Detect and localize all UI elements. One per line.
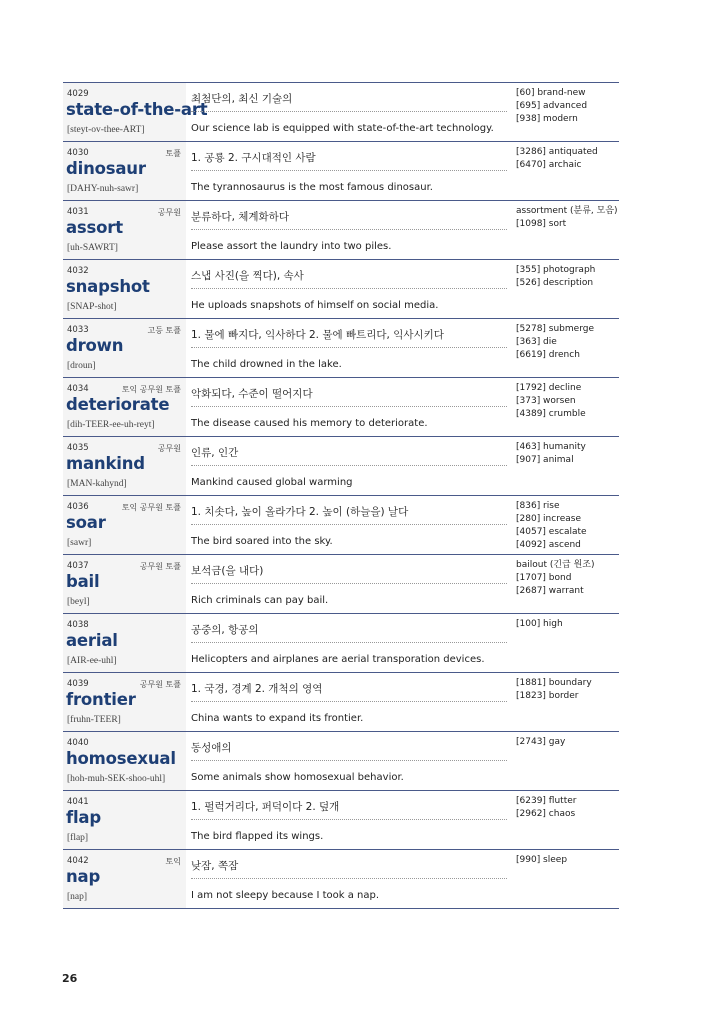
- headword: snapshot: [66, 277, 150, 296]
- word-cell: [63, 614, 186, 672]
- synonym: [6619] drench: [516, 350, 580, 360]
- pronunciation: [steyt-ov-thee-ART]: [67, 125, 145, 135]
- synonyms-cell: [512, 850, 619, 908]
- pronunciation: [DAHY-nuh-sawr]: [67, 184, 139, 194]
- definition-cell: [186, 614, 512, 672]
- headword: flap: [66, 808, 101, 827]
- headword: homosexual: [66, 749, 176, 768]
- vocab-entry: [63, 83, 619, 142]
- example-sentence: Please assort the laundry into two piles.: [191, 241, 392, 252]
- entry-number: 4038: [67, 620, 89, 630]
- entry-number: 4031: [67, 207, 89, 217]
- exam-tags: 공무원: [157, 444, 181, 453]
- pronunciation: [SNAP-shot]: [67, 302, 117, 312]
- example-sentence: The child drowned in the lake.: [191, 359, 342, 370]
- synonym: [60] brand-new: [516, 88, 586, 98]
- vocab-entry: [63, 673, 619, 732]
- exam-tags: 토플: [165, 149, 181, 158]
- vocab-entry: [63, 496, 619, 555]
- pronunciation: [beyl]: [67, 597, 90, 607]
- exam-tags: 토익 공무원 토플: [121, 503, 181, 512]
- definition-cell: [186, 732, 512, 790]
- example-sentence: China wants to expand its frontier.: [191, 713, 364, 724]
- korean-meaning: 1. 국경, 경계 2. 개척의 영역: [191, 673, 507, 702]
- synonyms-cell: [512, 673, 619, 731]
- example-sentence: The tyrannosaurus is the most famous dinosaur.: [191, 182, 433, 193]
- exam-tags: 공무원 토플: [139, 680, 181, 689]
- exam-tags: 공무원 토플: [139, 562, 181, 571]
- synonyms-cell: [512, 496, 619, 554]
- pronunciation: [nap]: [67, 892, 88, 902]
- word-cell: [63, 791, 186, 849]
- headword: deteriorate: [66, 395, 170, 414]
- synonyms-cell: [512, 555, 619, 613]
- example-sentence: Mankind caused global warming: [191, 477, 353, 488]
- synonym: [463] humanity: [516, 442, 586, 452]
- vocab-entry: [63, 437, 619, 496]
- synonym: [526] description: [516, 278, 594, 288]
- example-sentence: Our science lab is equipped with state-of-the-art technology.: [191, 123, 494, 134]
- synonym: [1792] decline: [516, 383, 582, 393]
- word-cell: [63, 437, 186, 495]
- synonym: [5278] submerge: [516, 324, 594, 334]
- definition-cell: [186, 378, 512, 436]
- synonym: [4092] ascend: [516, 540, 581, 550]
- word-cell: [63, 83, 208, 141]
- definition-cell: [186, 673, 512, 731]
- word-cell: [63, 260, 186, 318]
- page-number: 26: [62, 972, 78, 985]
- entry-number: 4037: [67, 561, 89, 571]
- word-cell: [63, 201, 186, 259]
- pronunciation: [MAN-kahynd]: [67, 479, 127, 489]
- definition-cell: [186, 850, 512, 908]
- synonym: [355] photograph: [516, 265, 596, 275]
- headword: state-of-the-art: [66, 100, 208, 119]
- synonym: [6470] archaic: [516, 160, 582, 170]
- entry-number: 4030: [67, 148, 89, 158]
- exam-tags: 토익: [165, 857, 181, 866]
- entry-number: 4034: [67, 384, 89, 394]
- example-sentence: He uploads snapshots of himself on social media.: [191, 300, 439, 311]
- entry-number: 4035: [67, 443, 89, 453]
- korean-meaning: 1. 공룡 2. 구시대적인 사람: [191, 142, 507, 171]
- definition-cell: [186, 260, 512, 318]
- headword: frontier: [66, 690, 136, 709]
- synonym: [990] sleep: [516, 855, 568, 865]
- synonym: [1707] bond: [516, 573, 572, 583]
- synonym: assortment (분류, 모음): [516, 206, 618, 216]
- word-cell: [63, 378, 186, 436]
- word-cell: [63, 555, 186, 613]
- definition-cell: [186, 201, 512, 259]
- vocab-entry: [63, 378, 619, 437]
- word-cell: [63, 496, 186, 554]
- synonym: [907] animal: [516, 455, 574, 465]
- vocabulary-table: [63, 82, 619, 909]
- pronunciation: [flap]: [67, 833, 89, 843]
- definition-cell: [186, 555, 512, 613]
- synonym: [280] increase: [516, 514, 581, 524]
- synonym: [2687] warrant: [516, 586, 584, 596]
- pronunciation: [uh-SAWRT]: [67, 243, 118, 253]
- vocab-entry: [63, 201, 619, 260]
- synonyms-cell: [512, 732, 619, 790]
- example-sentence: The bird flapped its wings.: [191, 831, 324, 842]
- synonyms-cell: [512, 201, 619, 259]
- synonyms-cell: [512, 614, 619, 672]
- korean-meaning: 분류하다, 체계화하다: [191, 201, 507, 230]
- vocab-entry: [63, 614, 619, 673]
- headword: mankind: [66, 454, 145, 473]
- example-sentence: The bird soared into the sky.: [191, 536, 333, 547]
- entry-number: 4039: [67, 679, 89, 689]
- headword: aerial: [66, 631, 118, 650]
- entry-number: 4033: [67, 325, 89, 335]
- vocab-entry: [63, 732, 619, 791]
- vocab-entry: [63, 791, 619, 850]
- synonym: [4057] escalate: [516, 527, 587, 537]
- synonym: [100] high: [516, 619, 563, 629]
- example-sentence: Rich criminals can pay bail.: [191, 595, 329, 606]
- synonyms-cell: [512, 437, 619, 495]
- example-sentence: I am not sleepy because I took a nap.: [191, 890, 380, 901]
- headword: assort: [66, 218, 123, 237]
- korean-meaning: 스냅 사진(을 찍다), 속사: [191, 260, 507, 289]
- synonym: [938] modern: [516, 114, 578, 124]
- exam-tags: 고등 토플: [147, 326, 181, 335]
- vocab-entry: [63, 555, 619, 614]
- headword: soar: [66, 513, 106, 532]
- synonym: [1881] boundary: [516, 678, 592, 688]
- synonym: [4389] crumble: [516, 409, 586, 419]
- word-cell: [63, 673, 186, 731]
- korean-meaning: 동성애의: [191, 732, 507, 761]
- vocab-entry: [63, 142, 619, 201]
- synonyms-cell: [512, 142, 619, 200]
- vocab-entry: [63, 319, 619, 378]
- korean-meaning: 낮잠, 쪽잠: [191, 850, 507, 879]
- entry-number: 4041: [67, 797, 89, 807]
- synonym: [1098] sort: [516, 219, 567, 229]
- synonym: [363] die: [516, 337, 557, 347]
- synonym: [6239] flutter: [516, 796, 577, 806]
- exam-tags: 토익 공무원 토플: [121, 385, 181, 394]
- entry-number: 4029: [67, 89, 89, 99]
- example-sentence: Helicopters and airplanes are aerial transporation devices.: [191, 654, 485, 665]
- pronunciation: [sawr]: [67, 538, 92, 548]
- pronunciation: [droun]: [67, 361, 96, 371]
- synonym: bailout (긴급 원조): [516, 560, 595, 570]
- definition-cell: [186, 496, 512, 554]
- synonyms-cell: [512, 260, 619, 318]
- example-sentence: The disease caused his memory to deteriorate.: [191, 418, 428, 429]
- word-cell: [63, 319, 186, 377]
- synonyms-cell: [512, 83, 619, 141]
- definition-cell: [186, 791, 512, 849]
- korean-meaning: 1. 치솟다, 높이 올라가다 2. 높이 (하늘을) 날다: [191, 496, 507, 525]
- entry-number: 4042: [67, 856, 89, 866]
- definition-cell: [186, 319, 512, 377]
- word-cell: [63, 142, 186, 200]
- word-cell: [63, 850, 186, 908]
- korean-meaning: 1. 물에 빠지다, 익사하다 2. 물에 빠트리다, 익사시키다: [191, 319, 507, 348]
- korean-meaning: 최첨단의, 최신 기술의: [191, 83, 507, 112]
- synonyms-cell: [512, 791, 619, 849]
- entry-number: 4036: [67, 502, 89, 512]
- headword: bail: [66, 572, 100, 591]
- definition-cell: [186, 83, 512, 141]
- korean-meaning: 악화되다, 수준이 떨어지다: [191, 378, 507, 407]
- vocab-entry: [63, 260, 619, 319]
- headword: nap: [66, 867, 101, 886]
- pronunciation: [hoh-muh-SEK-shoo-uhl]: [67, 774, 166, 784]
- entry-number: 4040: [67, 738, 89, 748]
- korean-meaning: 공중의, 항공의: [191, 614, 507, 643]
- synonym: [373] worsen: [516, 396, 576, 406]
- korean-meaning: 1. 펄럭거리다, 퍼덕이다 2. 덮개: [191, 791, 507, 820]
- headword: drown: [66, 336, 124, 355]
- entry-number: 4032: [67, 266, 89, 276]
- synonym: [695] advanced: [516, 101, 588, 111]
- korean-meaning: 보석금(을 내다): [191, 555, 507, 584]
- synonym: [836] rise: [516, 501, 560, 511]
- synonym: [2743] gay: [516, 737, 566, 747]
- pronunciation: [dih-TEER-ee-uh-reyt]: [67, 420, 155, 430]
- synonym: [3286] antiquated: [516, 147, 598, 157]
- example-sentence: Some animals show homosexual behavior.: [191, 772, 404, 783]
- vocab-entry: [63, 850, 619, 909]
- synonym: [1823] border: [516, 691, 579, 701]
- headword: dinosaur: [66, 159, 146, 178]
- exam-tags: 공무원: [157, 208, 181, 217]
- pronunciation: [AIR-ee-uhl]: [67, 656, 117, 666]
- korean-meaning: 인류, 인간: [191, 437, 507, 466]
- word-cell: [63, 732, 186, 790]
- synonym: [2962] chaos: [516, 809, 576, 819]
- definition-cell: [186, 142, 512, 200]
- synonyms-cell: [512, 319, 619, 377]
- pronunciation: [fruhn-TEER]: [67, 715, 121, 725]
- synonyms-cell: [512, 378, 619, 436]
- definition-cell: [186, 437, 512, 495]
